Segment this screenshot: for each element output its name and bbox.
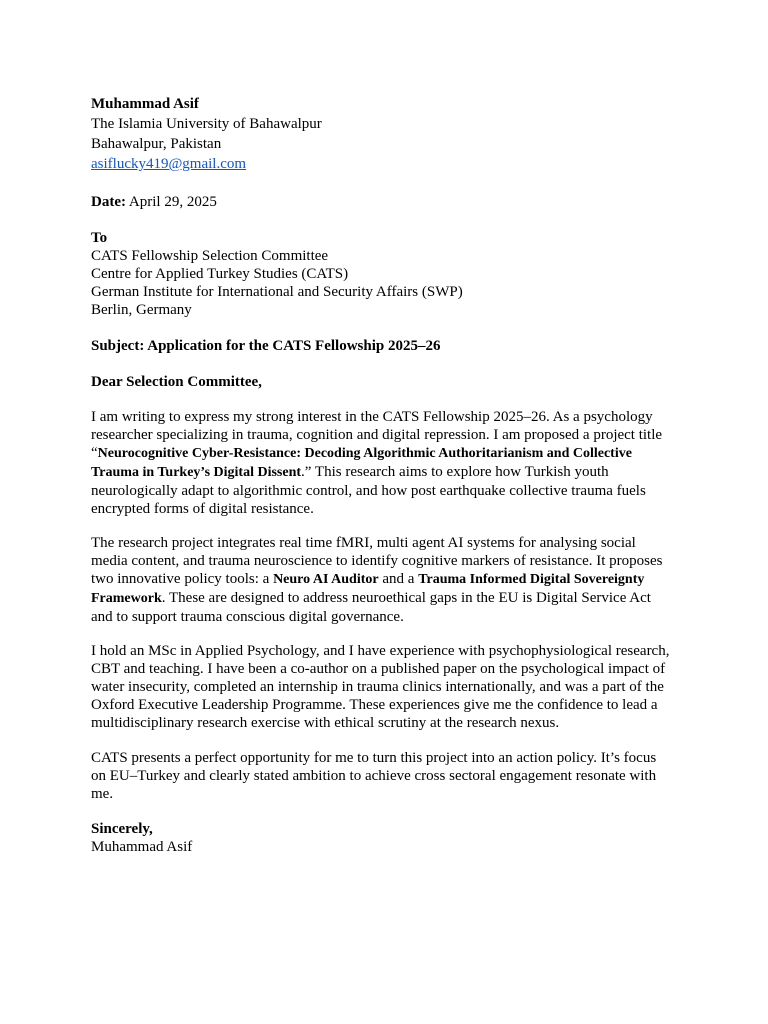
subject-line [91, 337, 691, 355]
paragraph-line: encrypted forms of digital resistance. [91, 501, 314, 517]
paragraph-text: .” This research aims to explore how Turkish youth [301, 464, 609, 480]
paragraph-line: I am writing to express my strong interest in the CATS Fellowship 2025–26. As a psychology [91, 409, 653, 425]
recipient-to-label: To [91, 230, 108, 246]
paragraph-line: water insecurity, completed an internship in trauma clinics internationally, and was a part of the [91, 679, 664, 695]
signature-name: Muhammad Asif [91, 839, 193, 855]
sender-block [91, 94, 691, 174]
policy-tool-framework-part-1: Trauma Informed Digital Sovereignty [418, 572, 645, 587]
paragraph-line: me. [91, 786, 114, 802]
closing-block [91, 820, 691, 856]
paragraph-3 [91, 642, 691, 732]
valediction: Sincerely, [91, 821, 153, 837]
date-value: April 29, 2025 [125, 194, 217, 210]
paragraph-line: I hold an MSc in Applied Psychology, and I have experience with psychophysiological research, [91, 643, 670, 659]
recipient-line: CATS Fellowship Selection Committee [91, 248, 329, 264]
paragraph-text: two innovative policy tools: a [91, 571, 274, 587]
open-quote: “ [91, 445, 98, 461]
date-line [91, 193, 691, 211]
paragraph-line: The research project integrates real time fMRI, multi agent AI systems for analysing social [91, 535, 636, 551]
project-title-part-1: Neurocognitive Cyber-Resistance: Decoding Algorithmic Authoritarianism and Collective [97, 446, 632, 461]
paragraph-line: neurologically adapt to algorithmic control, and how post earthquake collective trauma fuels [91, 483, 646, 499]
sender-location: Bahawalpur, Pakistan [91, 136, 222, 152]
paragraph-line: media content, and trauma neuroscience to identify cognitive markers of resistance. It proposes [91, 553, 663, 569]
paragraph-2 [91, 534, 691, 626]
paragraph-4 [91, 749, 691, 803]
salutation [91, 373, 691, 391]
paragraph-line: researcher specializing in trauma, cognition and digital repression. I am proposed a project title [91, 427, 663, 443]
subject-text: Subject: Application for the CATS Fellowship 2025–26 [91, 338, 441, 354]
paragraph-line: on EU–Turkey and clearly stated ambition to achieve cross sectoral engagement resonate with [91, 768, 657, 784]
project-title-part-2: Trauma in Turkey’s Digital Dissent [91, 465, 302, 480]
recipient-line: Centre for Applied Turkey Studies (CATS) [91, 266, 349, 282]
paragraph-line: Oxford Executive Leadership Programme. These experiences give me the confidence to lead a [91, 697, 658, 713]
paragraph-line: multidisciplinary research exercise with ethical scrutiny at the research nexus. [91, 715, 560, 731]
paragraph-line: and to support trauma conscious digital governance. [91, 609, 404, 625]
date-label: Date: [91, 194, 126, 210]
sender-name: Muhammad Asif [91, 96, 199, 112]
paragraph-1 [91, 408, 691, 518]
salutation-text: Dear Selection Committee, [91, 374, 262, 390]
paragraph-text: . These are designed to address neuroethical gaps in the EU is Digital Service Act [161, 590, 651, 606]
paragraph-line: CBT and teaching. I have been a co-author on a published paper on the psychological impact of [91, 661, 666, 677]
paragraph-text: and a [378, 571, 419, 587]
paragraph-line: CATS presents a perfect opportunity for me to turn this project into an action policy. It’s focus [91, 750, 657, 766]
recipient-line: Berlin, Germany [91, 302, 192, 318]
recipient-block [91, 229, 691, 319]
recipient-line: German Institute for International and Security Affairs (SWP) [91, 284, 463, 300]
sender-email-link[interactable]: asiflucky419@gmail.com [91, 156, 247, 172]
policy-tool-neuro-ai-auditor: Neuro AI Auditor [273, 572, 379, 587]
policy-tool-framework-part-2: Framework [91, 591, 162, 606]
sender-university: The Islamia University of Bahawalpur [91, 116, 322, 132]
